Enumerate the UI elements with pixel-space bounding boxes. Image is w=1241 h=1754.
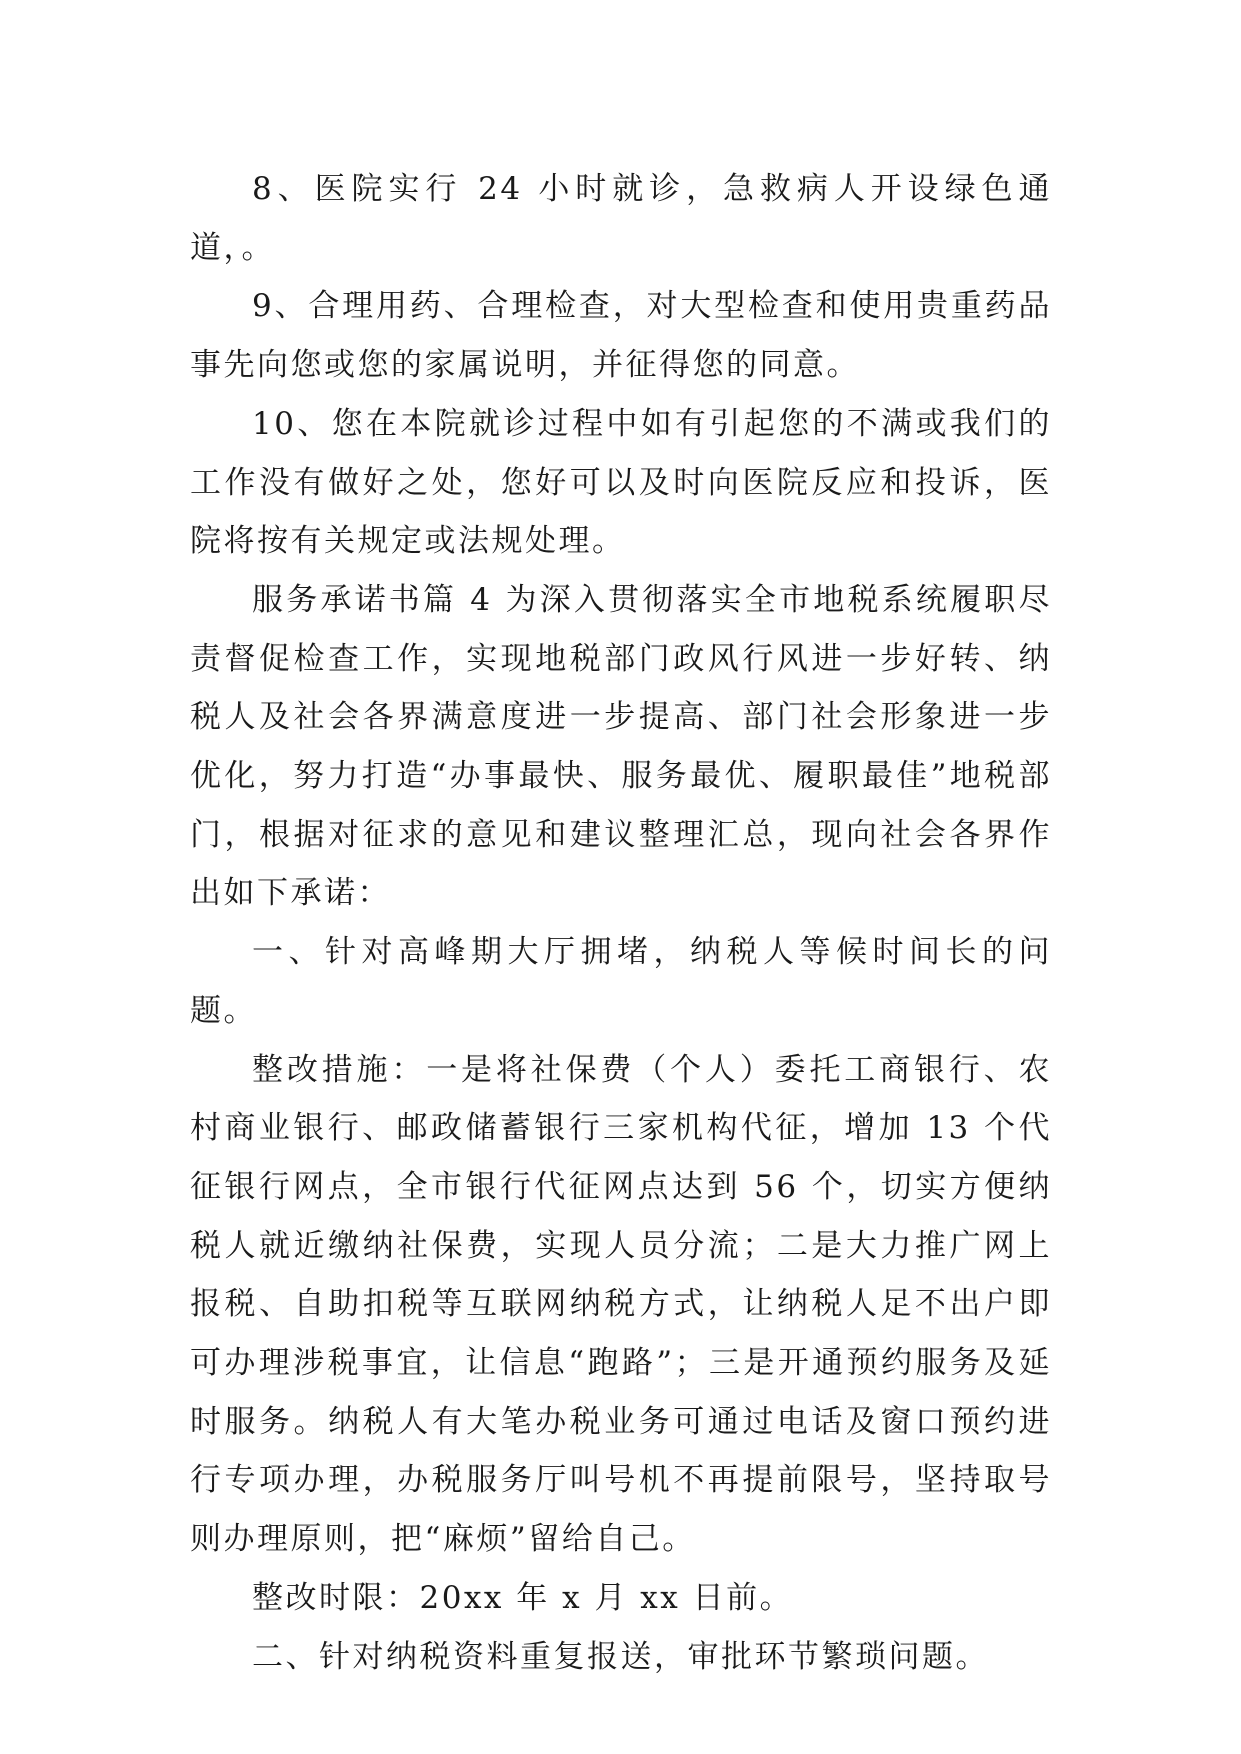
paragraph-measures: 整改措施：一是将社保费（个人）委托工商银行、农村商业银行、邮政储蓄银行三家机构代征，增加 13 个代征银行网点，全市银行代征网点达到 56 个，切实方便纳税人就近缴纳社保费，实现人员分流；二是大力推广网上报税、自助扣税等互联网纳税方式，让纳税人足不出户即可办理涉税事宜，让信息“跑路”；三是开通预约服务及延时服务。纳税人有大笔办税业务可通过电话及窗口预约进行专项办理，办税服务厅叫号机不再提前限号，坚持取号则办理原则，把“麻烦”留给自己。 xyxy=(190,1051,1052,1558)
document-body xyxy=(190,160,1052,1686)
paragraph-item-10: 10、您在本院就诊过程中如有引起您的不满或我们的工作没有做好之处，您好可以及时向医院反应和投诉，医院将按有关规定或法规处理。 xyxy=(190,405,1052,560)
paragraph-deadline: 整改时限：20xx 年 x 月 xx 日前。 xyxy=(252,1579,794,1616)
paragraph-issue-two: 二、针对纳税资料重复报送，审批环节繁琐问题。 xyxy=(252,1638,989,1675)
paragraph-issue-one: 一、针对高峰期大厅拥堵，纳税人等候时间长的问题。 xyxy=(190,934,1052,1029)
paragraph-item-9: 9、合理用药、合理检查，对大型检查和使用贵重药品事先向您或您的家属说明，并征得您的同意。 xyxy=(190,288,1052,384)
paragraph-commitment-intro: 服务承诺书篇 4 为深入贯彻落实全市地税系统履职尽责督促检查工作，实现地税部门政风行风进一步好转、纳税人及社会各界满意度进一步提高、部门社会形象进一步优化，努力打造“办事最快、服务最优、履职最佳”地税部门，根据对征求的意见和建议整理汇总，现向社会各界作出如下承诺： xyxy=(190,581,1052,912)
paragraph-item-8: 8、医院实行 24 小时就诊，急救病人开设绿色通道，。 xyxy=(190,171,1052,266)
